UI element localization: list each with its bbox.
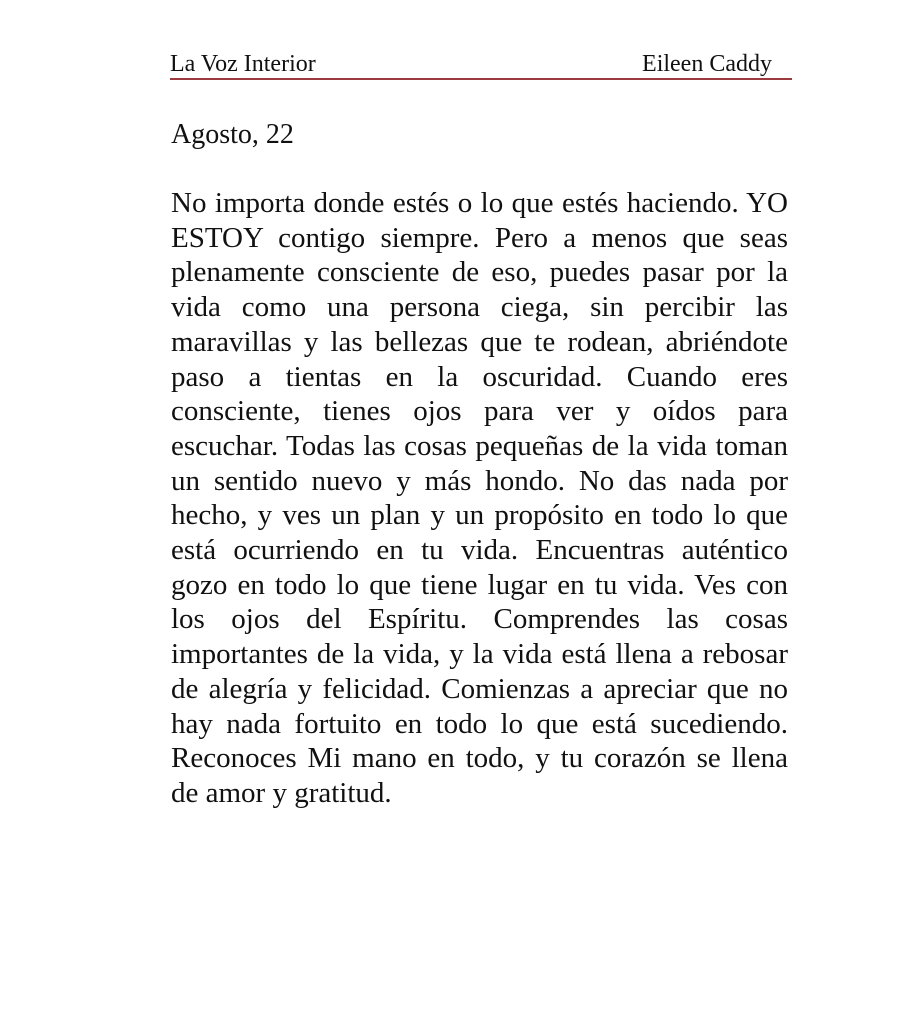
entry-body-text: No importa donde estés o lo que estés haciendo. YO ESTOY contigo siempre. Pero a menos que seas plenamente consciente de eso, puedes pasar por la vida como una persona ciega, sin percibir las maravillas y las bellezas que te rodean, abriéndote paso a tientas en la oscuridad. Cuando eres consciente, tienes ojos para ver y oídos para escuchar. Todas las cosas pequeñas de la vida toman un sentido nuevo y más hondo. No das nada por hecho, y ves un plan y un propósito en todo lo que está ocurriendo en tu vida. Encuentras auténtico gozo en todo lo que tiene lugar en tu vida. Ves con los ojos del Espíritu. Comprendes las cosas importantes de la vida, y la vida está llena a rebosar de alegría y felicidad. Comienzas a apreciar que no hay nada fortuito en todo lo que está sucediendo. Reconoces Mi mano en todo, y tu corazón se llena de amor y gratitud. xyxy=(171,187,788,809)
author-name: Eileen Caddy xyxy=(642,51,772,77)
page-header xyxy=(170,50,792,80)
book-title: La Voz Interior xyxy=(170,51,316,77)
entry-date: Agosto, 22 xyxy=(171,119,294,150)
